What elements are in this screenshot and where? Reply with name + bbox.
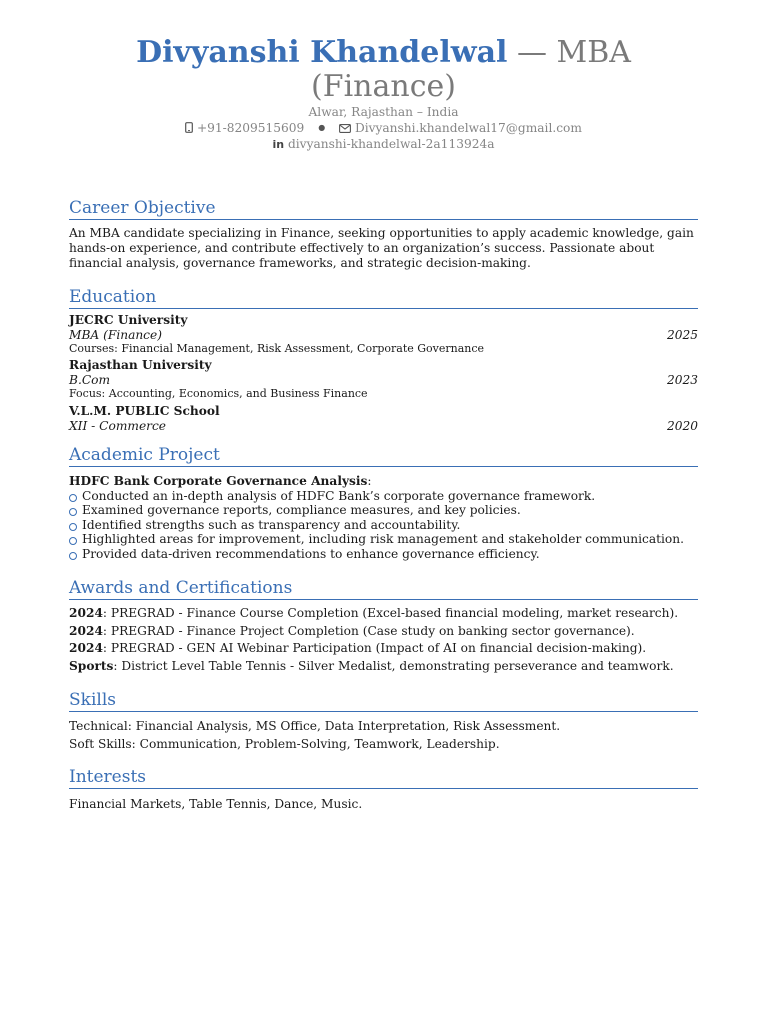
- soft-skills: Soft Skills: Communication, Problem-Solving, Teamwork, Leadership.: [69, 737, 500, 751]
- education-note: Courses: Financial Management, Risk Assessment, Corporate Governance: [69, 342, 485, 355]
- phone-link[interactable]: +91-8209515609: [196, 121, 305, 135]
- linkedin-link[interactable]: divyanshi-khandelwal-2a113924a: [287, 137, 495, 151]
- award-text: : District Level Table Tennis - Silver Medalist, demonstrating perseverance and teamwork.: [113, 658, 674, 673]
- awards-list: [69, 605, 698, 675]
- list-item: [69, 547, 698, 562]
- award-text: : PREGRAD - Finance Project Completion (Case study on banking sector governance).: [102, 623, 635, 638]
- phone-icon: [185, 122, 193, 137]
- list-item: [69, 532, 698, 547]
- award-item: [69, 623, 698, 641]
- school-name: JECRC University: [69, 313, 188, 327]
- project-colon: :: [367, 474, 372, 488]
- list-item-text: Examined governance reports, compliance measures, and key policies.: [82, 503, 521, 518]
- award-text: : PREGRAD - GEN AI Webinar Participation (Impact of AI on financial decision-making).: [102, 641, 647, 655]
- award-category: Sports: [69, 658, 114, 673]
- degree: XII - Commerce: [69, 418, 167, 433]
- year: 2020: [666, 418, 698, 433]
- interests-text: Financial Markets, Table Tennis, Dance, Music.: [69, 797, 363, 811]
- contact-line: [69, 120, 698, 137]
- list-item: [69, 489, 698, 504]
- award-text: : PREGRAD - Finance Course Completion (Excel-based financial modeling, market research).: [102, 606, 679, 620]
- list-item-text: Highlighted areas for improvement, including risk management and stakeholder communication.: [82, 532, 684, 547]
- list-item: [69, 503, 698, 518]
- resume-header: [69, 36, 698, 152]
- year: 2025: [666, 327, 698, 342]
- degree: B.Com: [69, 372, 111, 387]
- list-item: [69, 518, 698, 533]
- award-year: 2024: [69, 606, 103, 620]
- section-title-skills: Skills: [69, 690, 698, 712]
- list-item-text: Identified strengths such as transparency and accountability.: [82, 517, 461, 532]
- school-name: Rajasthan University: [69, 358, 212, 372]
- name-line: [69, 36, 698, 70]
- award-item: [69, 658, 698, 676]
- award-year: 2024: [69, 641, 103, 655]
- project-name: HDFC Bank Corporate Governance Analysis: [69, 474, 368, 488]
- career-objective-text: An MBA candidate specializing in Finance, seeking opportunities to apply academic knowledge, gain hands-on experience, and contribute effectively to an organization’s success. Passionate about financial analysis, governance frameworks, and strategic decision-making.: [69, 226, 694, 270]
- separator-dot: ●: [318, 123, 326, 132]
- education-entry: [69, 404, 698, 433]
- degree: MBA (Finance): [69, 327, 162, 342]
- technical-skills: Technical: Financial Analysis, MS Office, Data Interpretation, Risk Assessment.: [69, 719, 561, 733]
- candidate-title-cont: (Finance): [311, 69, 456, 104]
- linkedin-line: [69, 137, 698, 152]
- section-title-awards: Awards and Certifications: [69, 578, 698, 600]
- year: 2023: [666, 372, 698, 387]
- section-title-career: Career Objective: [69, 198, 698, 220]
- award-item: [69, 640, 698, 658]
- bullet-circle-icon: [69, 537, 77, 545]
- award-item: [69, 605, 698, 623]
- school-name: V.L.M. PUBLIC School: [69, 404, 220, 418]
- candidate-title: — MBA: [507, 35, 631, 70]
- mail-icon: [339, 122, 351, 137]
- bullet-circle-icon: [69, 508, 77, 516]
- award-year: 2024: [69, 623, 103, 638]
- project-block: [69, 474, 698, 562]
- education-note: Focus: Accounting, Economics, and Business Finance: [69, 387, 368, 400]
- candidate-name: Divyanshi Khandelwal: [136, 35, 508, 70]
- bullet-circle-icon: [69, 494, 77, 502]
- section-title-interests: Interests: [69, 767, 698, 789]
- education-entry: [69, 358, 698, 402]
- email-link[interactable]: Divyanshi.khandelwal17@gmail.com: [354, 121, 582, 135]
- section-title-education: Education: [69, 287, 698, 309]
- bullet-circle-icon: [69, 523, 77, 531]
- education-entry: [69, 313, 698, 357]
- list-item-text: Conducted an in-depth analysis of HDFC Bank’s corporate governance framework.: [82, 488, 596, 503]
- section-title-project: Academic Project: [69, 445, 698, 467]
- bullet-circle-icon: [69, 552, 77, 560]
- location: Alwar, Rajasthan – India: [308, 105, 459, 119]
- list-item-text: Provided data-driven recommendations to enhance governance efficiency.: [82, 546, 540, 561]
- linkedin-icon: in: [272, 138, 285, 151]
- skills-block: [69, 717, 698, 753]
